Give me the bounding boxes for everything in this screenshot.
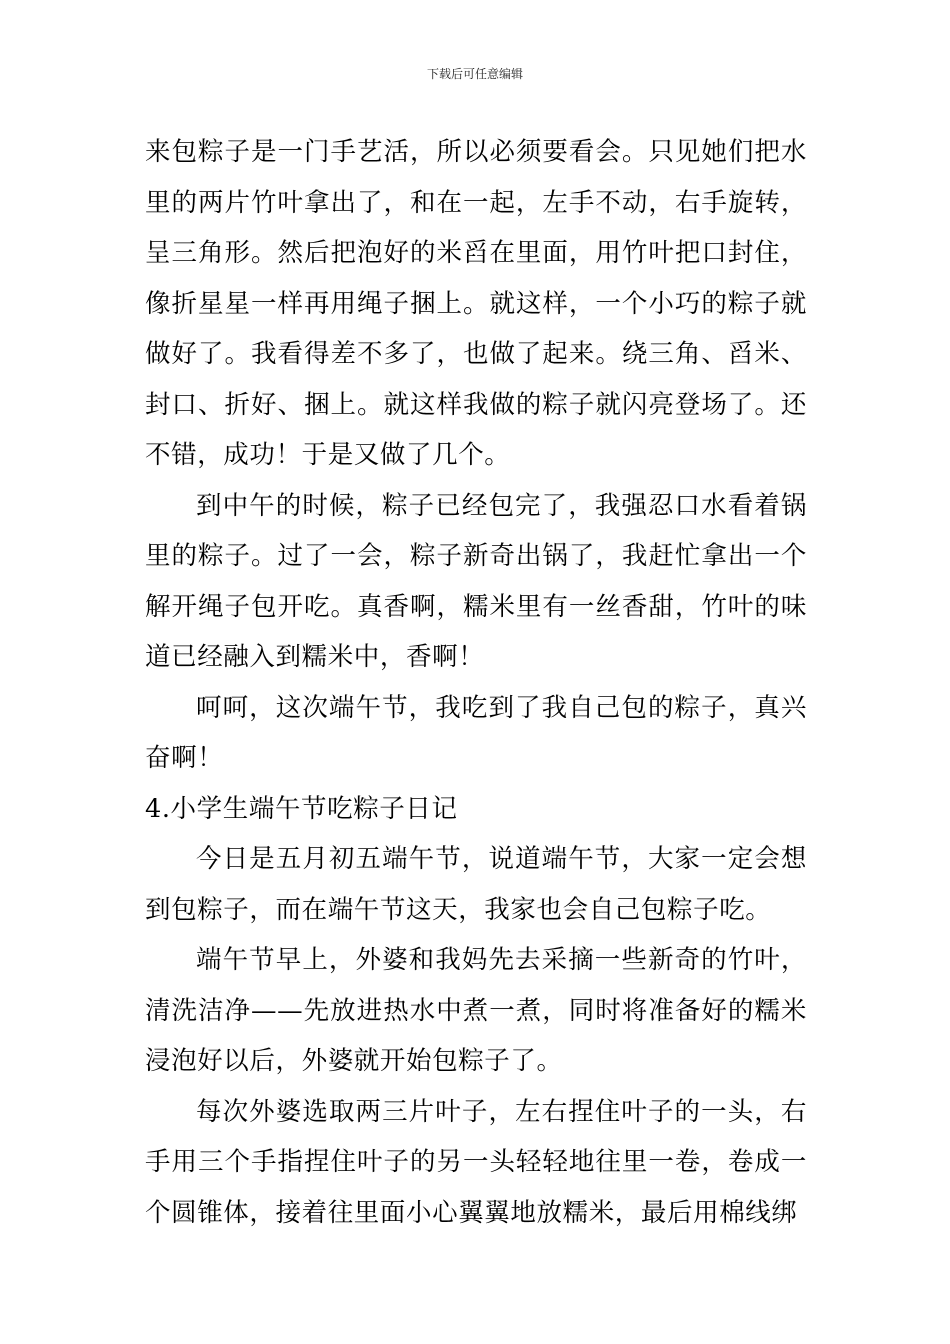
page-header: 下载后可任意编辑 (426, 67, 523, 81)
paragraph-1: 来包粽子是一门手艺活，所以必须要看会。只见她们把水里的两片竹叶拿出了，和在一起，左手不动，右手旋转，呈三角形。然后把泡好的米舀在里面，用竹叶把口封住，像折星星一样再用绳子捆上。就这样，一个小巧的粽子就做好了。我看得差不多了，也做了起来。绕三角、舀米、封口、折好、捆上。就这样我做的粽子就闪亮登场了。还不错，成功！于是又做了几个。 (145, 137, 807, 470)
paragraph-4: 今日是五月初五端午节，说道端午节，大家一定会想到包粽子，而在端午节这天，我家也会自己包粽子吃。 (145, 844, 807, 925)
paragraph-5: 端午节早上，外婆和我妈先去采摘一些新奇的竹叶，清洗洁净——先放进热水中煮一煮，同时将准备好的糯米浸泡好以后，外婆就开始包粽子了。 (145, 945, 807, 1076)
section-heading: 4.小学生端午节吃粽子日记 (145, 793, 458, 824)
document-body (145, 127, 807, 1238)
paragraph-2: 到中午的时候，粽子已经包完了，我强忍口水看着锅里的粽子。过了一会，粽子新奇出锅了，我赶忙拿出一个解开绳子包开吃。真香啊，糯米里有一丝香甜，竹叶的味道已经融入到糯米中，香啊！ (145, 490, 807, 672)
paragraph-3: 呵呵，这次端午节，我吃到了我自己包的粽子，真兴奋啊！ (145, 692, 807, 773)
paragraph-6: 每次外婆选取两三片叶子，左右捏住叶子的一头，右手用三个手指捏住叶子的另一头轻轻地往里一卷，卷成一个圆锥体，接着往里面小心翼翼地放糯米，最后用棉线绑 (145, 1096, 807, 1228)
